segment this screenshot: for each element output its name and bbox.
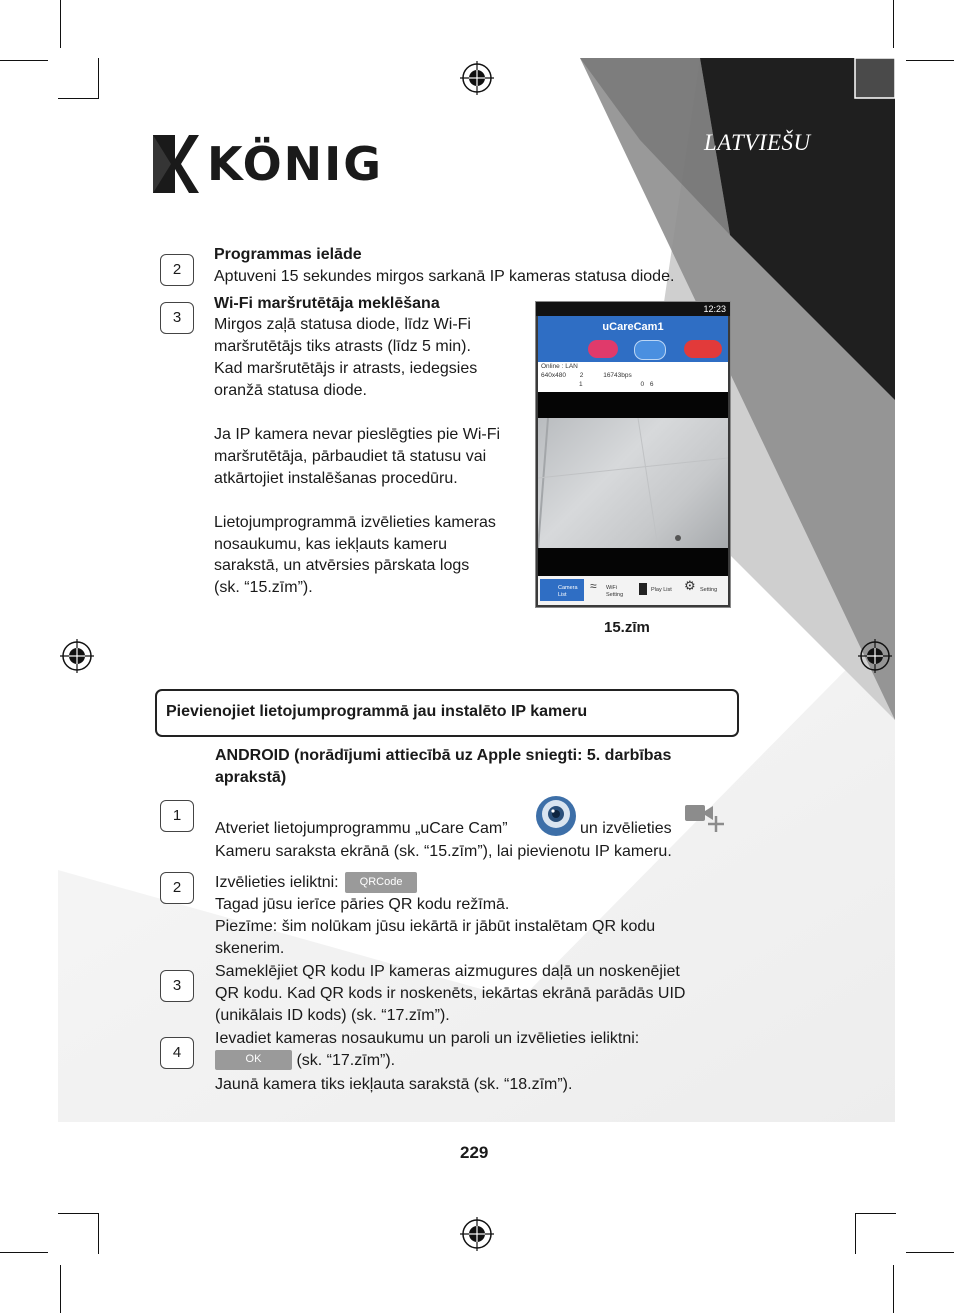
phone-tab-playlist: Play List	[636, 579, 680, 601]
crop-mark	[98, 58, 99, 99]
registration-mark-icon	[858, 639, 892, 673]
step-text: Kad maršrutētājs ir atrasts, iedegsies	[214, 360, 478, 377]
step-text: nosaukumu, kas iekļauts kameru	[214, 536, 447, 553]
record-icon	[588, 340, 618, 358]
section-title: Pievienojiet lietojumprogrammā jau instalēto IP kameru	[166, 703, 588, 720]
crop-mark	[893, 1265, 894, 1313]
crop-mark	[855, 1213, 896, 1214]
add-camera-icon	[684, 802, 726, 836]
section-header-box	[155, 689, 739, 737]
step-number: 3	[160, 302, 194, 334]
registration-mark-icon	[460, 1217, 494, 1251]
step-text: Kameru saraksta ekrānā (sk. “15.zīm”), lai pievienotu IP kameru.	[215, 843, 672, 860]
page-number: 229	[460, 1143, 489, 1162]
mute-icon	[634, 340, 666, 360]
ok-button-image: OK	[215, 1050, 292, 1070]
section-intro: ANDROID (norādījumi attiecībā uz Apple sniegti: 5. darbības	[215, 747, 672, 764]
phone-info-value: 1	[579, 381, 583, 388]
ucare-cam-app-icon	[534, 794, 578, 838]
phone-app-title: uCareCam1	[602, 321, 664, 333]
step-title: Programmas ielāde	[214, 246, 362, 263]
step-text: Ja IP kamera nevar pieslēgties pie Wi-Fi	[214, 426, 501, 443]
step-text: sarakstā, un atvērsies pārskata logs	[214, 557, 470, 574]
figure-caption: 15.zīm	[604, 619, 650, 636]
step-text: skenerim.	[215, 940, 285, 957]
crop-mark	[60, 0, 61, 48]
step-number: 2	[160, 872, 194, 904]
camera-video-feed	[538, 418, 728, 548]
phone-tab-setting: ⚙ Setting	[684, 578, 718, 593]
crop-mark	[855, 1213, 856, 1254]
step-text: atkārtojiet instalēšanas procedūru.	[214, 470, 458, 487]
step-text: Tagad jūsu ierīce pāries QR kodu režīmā.	[215, 896, 510, 913]
language-label: LATVIEŠU	[704, 130, 811, 155]
phone-info-resolution: 640x480	[541, 372, 566, 379]
step-text: Aptuveni 15 sekundes mirgos sarkanā IP kameras statusa diode.	[214, 268, 675, 285]
phone-tab-camera-list: Camera List	[540, 579, 584, 601]
phone-info-value: 0	[640, 381, 645, 388]
konig-k-mark-icon	[153, 135, 199, 193]
crop-mark	[906, 1252, 954, 1253]
playlist-icon	[639, 583, 647, 595]
step-text: Mirgos zaļā statusa diode, līdz Wi-Fi	[214, 316, 471, 333]
crop-mark	[0, 60, 48, 61]
step-text: (sk. “17.zīm”).	[296, 1052, 396, 1069]
crop-mark	[58, 1213, 99, 1214]
step-text: un izvēlieties	[580, 820, 672, 837]
crop-mark	[893, 0, 894, 48]
section-intro: aprakstā)	[215, 769, 287, 786]
brand-name: KÖNIG	[207, 137, 384, 191]
step-text: oranžā statusa diode.	[214, 382, 367, 399]
step-text: Jaunā kamera tiks iekļauta sarakstā (sk. “18.zīm”).	[215, 1076, 573, 1093]
phone-info-value: 6	[649, 381, 654, 388]
phone-info-fps: 2	[579, 372, 584, 379]
step-number: 1	[160, 800, 194, 832]
step-text: Sameklējiet QR kodu IP kameras aizmugures daļā un noskenējiet	[215, 963, 680, 980]
konig-logo	[153, 135, 383, 195]
gear-icon: ⚙	[684, 578, 696, 593]
phone-status-bar	[536, 302, 730, 316]
step-text: Izvēlieties ieliktni:	[215, 874, 339, 891]
step-number: 2	[160, 254, 194, 286]
registration-mark-icon	[460, 61, 494, 95]
crop-mark	[60, 1265, 61, 1313]
phone-screenshot	[535, 301, 731, 608]
crop-mark	[58, 98, 99, 99]
step-number: 3	[160, 970, 194, 1002]
step-text: (sk. “15.zīm”).	[214, 579, 313, 596]
phone-app-bar	[538, 316, 728, 362]
step-text: (unikālais ID kods) (sk. “17.zīm”).	[215, 1007, 450, 1024]
step-text: Atveriet lietojumprogrammu „uCare Cam”	[215, 820, 508, 837]
step-text: maršrutētājs tiks atrasts (līdz 5 min).	[214, 338, 471, 355]
phone-info-bitrate: 16743bps	[603, 372, 632, 379]
alarm-icon	[684, 340, 722, 358]
crop-mark	[0, 1252, 48, 1253]
step-text: Piezīme: šim nolūkam jūsu iekārtā ir jābūt instalētam QR kodu	[215, 918, 656, 935]
step-text: maršrutētāja, pārbaudiet tā statusu vai	[214, 448, 487, 465]
step-title: Wi-Fi maršrutētāja meklēšana	[214, 295, 440, 312]
crop-mark	[98, 1213, 99, 1254]
phone-time: 12:23	[703, 304, 726, 314]
step-text: QR kodu. Kad QR kods ir noskenēts, iekārtas ekrānā parādās UID	[215, 985, 686, 1002]
step-text: Ievadiet kameras nosaukumu un paroli un izvēlieties ieliktni:	[215, 1030, 640, 1047]
step-text: Lietojumprogrammā izvēlieties kameras	[214, 514, 496, 531]
crop-mark	[906, 60, 954, 61]
qrcode-button-image: QRCode	[345, 872, 417, 893]
phone-info-panel	[538, 362, 728, 392]
phone-tab-bar	[538, 576, 728, 605]
phone-tab-wifi: ≈ WiFi Setting	[590, 579, 624, 598]
phone-info-line: Online : LAN	[541, 363, 578, 370]
registration-mark-icon	[60, 639, 94, 673]
step-number: 4	[160, 1037, 194, 1069]
wifi-icon: ≈	[590, 579, 597, 593]
